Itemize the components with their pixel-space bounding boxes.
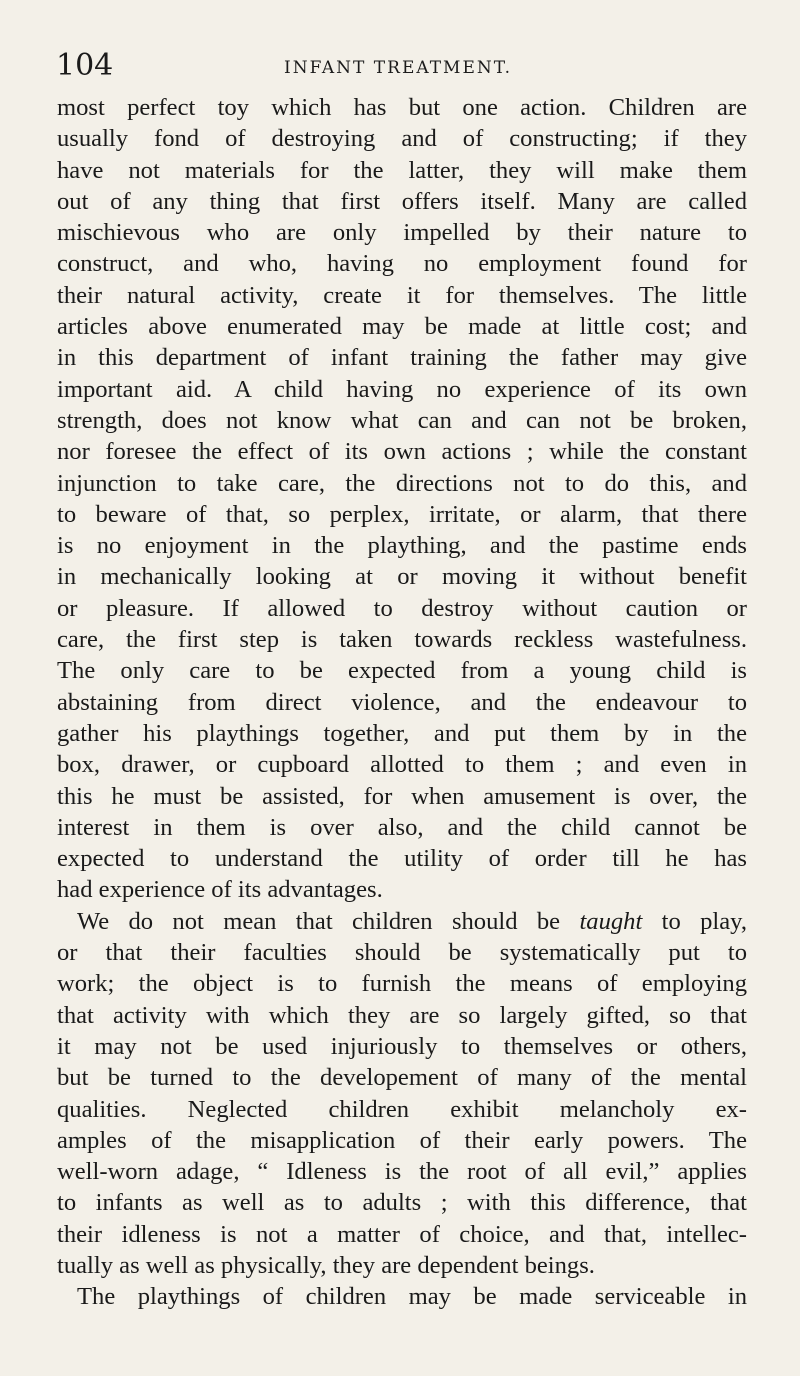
- text-line: tually as well as physically, they are dependent beings.: [57, 1251, 595, 1279]
- text-line: The playthings of children may be made serviceable in: [77, 1283, 747, 1311]
- text-line: is no enjoyment in the plaything, and the pastime ends: [57, 532, 747, 560]
- text-line: We do not mean that children should be taught to play,: [77, 907, 747, 935]
- body-text: [57, 92, 747, 1313]
- text-line: or pleasure. If allowed to destroy without caution or: [57, 594, 747, 622]
- text-line: expected to understand the utility of order till he has: [57, 845, 747, 873]
- text-line: had experience of its advantages.: [57, 876, 383, 904]
- text-line: care, the first step is taken towards reckless wastefulness.: [57, 626, 747, 654]
- text-line: that activity with which they are so largely gifted, so that: [57, 1001, 747, 1029]
- text-line: injunction to take care, the directions not to do this, and: [57, 469, 747, 497]
- text-line: articles above enumerated may be made at little cost; and: [57, 313, 747, 341]
- text-line: to beware of that, so perplex, irritate, or alarm, that there: [57, 500, 747, 528]
- text-line: work; the object is to furnish the means of employing: [57, 970, 747, 998]
- text-line: have not materials for the latter, they will make them: [57, 156, 747, 184]
- text-line: this he must be assisted, for when amusement is over, the: [57, 782, 747, 810]
- paragraph-3: [57, 1281, 747, 1312]
- page-number: 104: [56, 48, 114, 83]
- text-line: abstaining from direct violence, and the endeavour to: [57, 688, 747, 716]
- text-line: usually fond of destroying and of constructing; if they: [57, 125, 747, 153]
- text-line: nor foresee the effect of its own actions ; while the constant: [57, 438, 747, 466]
- text-line: gather his playthings together, and put them by in the: [57, 719, 747, 747]
- text-line: strength, does not know what can and can not be broken,: [57, 406, 747, 434]
- text-line: out of any thing that first offers itself. Many are called: [57, 187, 747, 215]
- text-line: or that their faculties should be systematically put to: [57, 939, 747, 967]
- text-line: amples of the misapplication of their early powers. The: [57, 1126, 747, 1154]
- italic-word: taught: [579, 907, 643, 935]
- page-header: [56, 48, 746, 84]
- text-line: mischievous who are only impelled by their nature to: [57, 219, 747, 247]
- text-line: important aid. A child having no experience of its own: [57, 375, 747, 403]
- text-line: their natural activity, create it for themselves. The little: [57, 281, 747, 309]
- text-line: but be turned to the developement of many of the mental: [57, 1064, 747, 1092]
- text-line: construct, and who, having no employment found for: [57, 250, 747, 278]
- text-line: The only care to be expected from a young child is: [57, 657, 747, 685]
- text-line: to infants as well as to adults ; with this difference, that: [57, 1189, 747, 1217]
- text-line: in mechanically looking at or moving it without benefit: [57, 563, 747, 591]
- text-line: qualities. Neglected children exhibit melancholy ex-: [57, 1095, 747, 1123]
- running-title: INFANT TREATMENT.: [284, 58, 512, 78]
- text-line: it may not be used injuriously to themselves or others,: [57, 1032, 747, 1060]
- text-line: box, drawer, or cupboard allotted to them ; and even in: [57, 751, 747, 779]
- text-line: in this department of infant training the father may give: [57, 344, 747, 372]
- text-line: most perfect toy which has but one action. Children are: [57, 94, 747, 121]
- text-line: well-worn adage, “ Idleness is the root of all evil,” applies: [57, 1158, 747, 1186]
- paragraph-1: [57, 92, 747, 906]
- text-line: interest in them is over also, and the child cannot be: [57, 813, 747, 841]
- text-line: their idleness is not a matter of choice, and that, intellec-: [57, 1220, 747, 1248]
- paragraph-2: [57, 906, 747, 1282]
